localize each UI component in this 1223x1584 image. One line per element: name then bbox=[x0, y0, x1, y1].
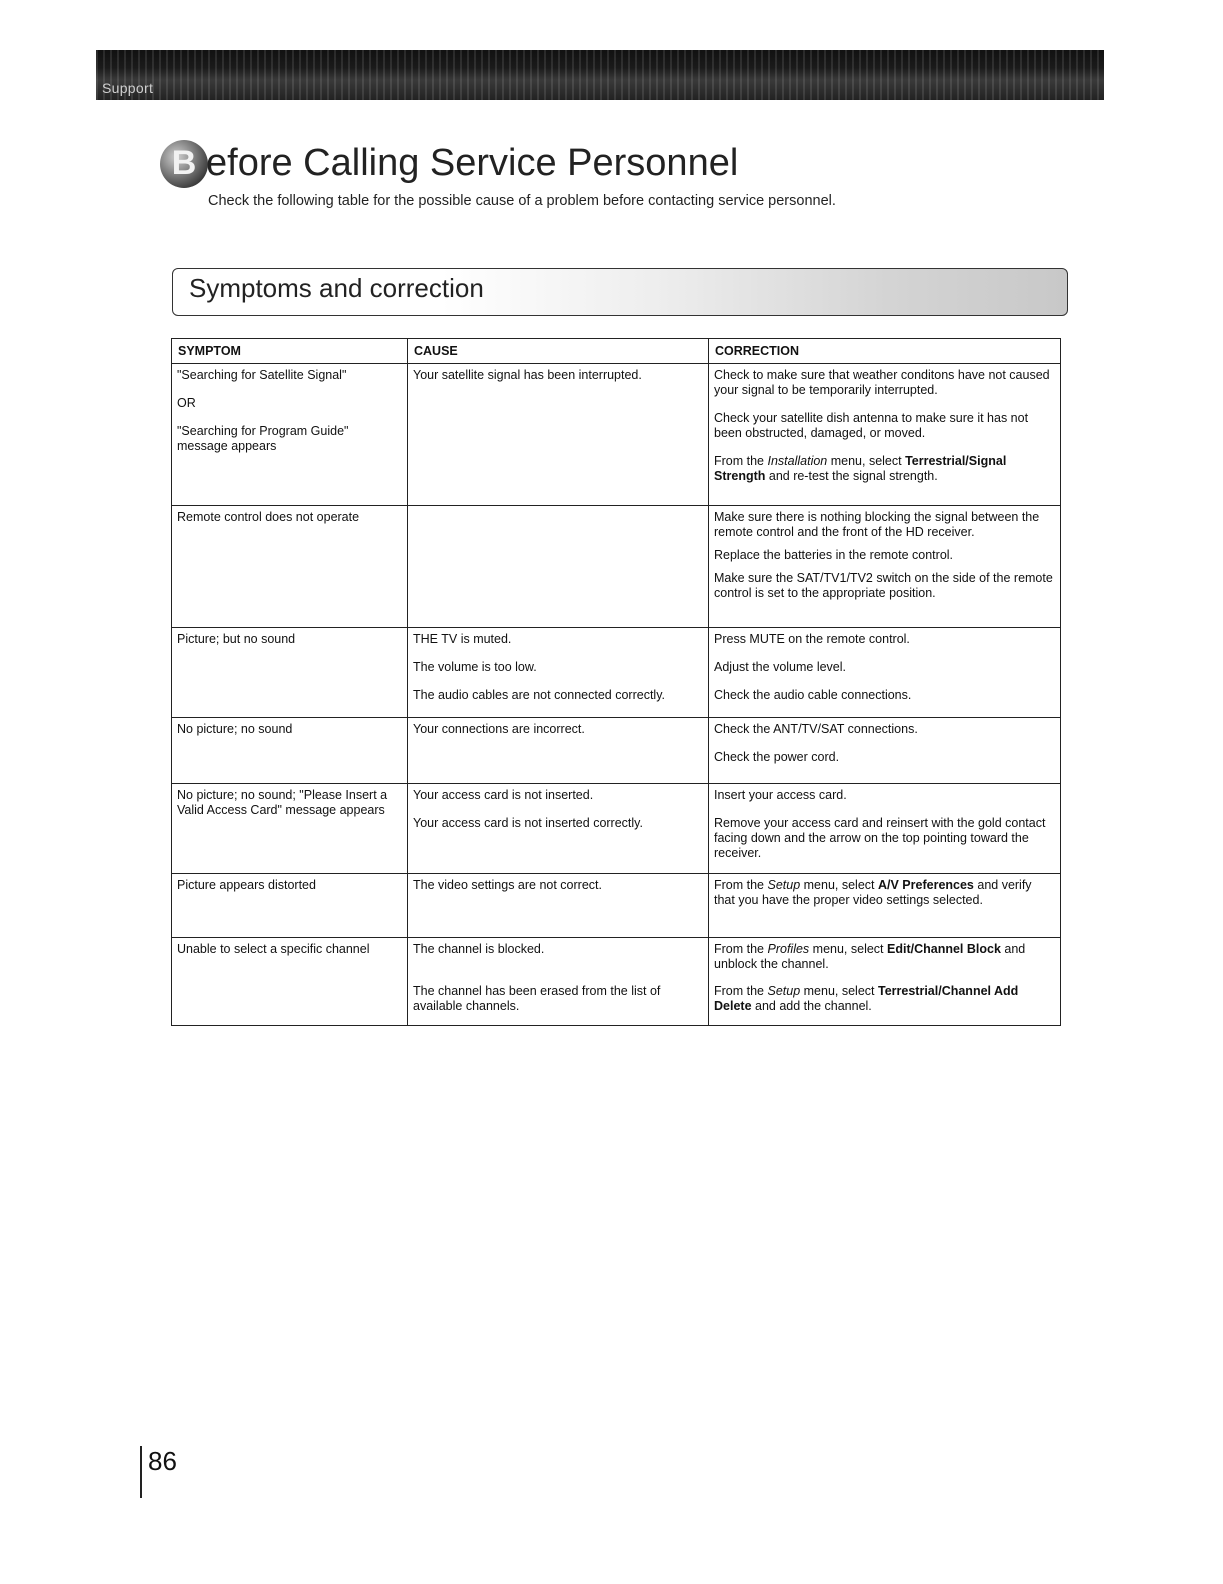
correction-text: Press MUTE on the remote control. bbox=[714, 632, 910, 646]
symptom-cell bbox=[172, 628, 408, 718]
correction-cell bbox=[709, 506, 1061, 628]
symptom-text: "Searching for Satellite Signal" bbox=[177, 368, 347, 382]
correction-text: Check the ANT/TV/SAT connections. bbox=[714, 722, 918, 736]
cause-text: Your satellite signal has been interrupted. bbox=[413, 368, 642, 382]
symptom-cell bbox=[172, 718, 408, 784]
correction-text: Check the power cord. bbox=[714, 750, 840, 764]
cause-text: THE TV is muted. bbox=[413, 632, 512, 646]
title-letter-icon bbox=[160, 140, 208, 188]
symptom-cell bbox=[172, 874, 408, 938]
symptom-cell bbox=[172, 506, 408, 628]
correction-cell bbox=[709, 938, 1061, 1026]
section-header bbox=[172, 268, 1068, 316]
header-correction: CORRECTION bbox=[709, 339, 1061, 364]
symptom-text: "Searching for Program Guide" message appears bbox=[177, 424, 349, 453]
symptom-text: Unable to select a specific channel bbox=[177, 942, 370, 956]
table-row bbox=[172, 784, 1061, 874]
header-cause: CAUSE bbox=[408, 339, 709, 364]
section-title: Symptoms and correction bbox=[189, 273, 484, 303]
table-row bbox=[172, 938, 1061, 1026]
correction-text: From the Profiles menu, select Edit/Channel Block and unblock the channel. bbox=[714, 942, 1026, 971]
page-number: 86 bbox=[148, 1446, 177, 1476]
symptom-text: Picture; but no sound bbox=[177, 632, 296, 646]
cause-cell bbox=[408, 784, 709, 874]
symptom-text: No picture; no sound bbox=[177, 722, 293, 736]
correction-text: From the Setup menu, select A/V Preferences and verify that you have the proper video settings selected. bbox=[714, 878, 1032, 907]
cause-text: Your connections are incorrect. bbox=[413, 722, 585, 736]
page-title-text: efore Calling Service Personnel bbox=[206, 142, 739, 184]
correction-text: Replace the batteries in the remote control. bbox=[714, 548, 954, 562]
correction-text: Make sure the SAT/TV1/TV2 switch on the side of the remote control is set to the appropriate position. bbox=[714, 571, 1053, 600]
correction-cell bbox=[709, 628, 1061, 718]
table-row bbox=[172, 628, 1061, 718]
symptom-cell bbox=[172, 784, 408, 874]
banner-label: Support bbox=[102, 80, 154, 96]
symptom-text: OR bbox=[177, 396, 196, 410]
symptom-text: Picture appears distorted bbox=[177, 878, 316, 892]
correction-text: Make sure there is nothing blocking the signal between the remote control and the front of the HD receiver. bbox=[714, 510, 1040, 539]
cause-cell bbox=[408, 628, 709, 718]
cause-cell bbox=[408, 364, 709, 506]
symptom-cell bbox=[172, 364, 408, 506]
cause-text: The channel is blocked. bbox=[413, 942, 545, 956]
cause-text: The video settings are not correct. bbox=[413, 878, 602, 892]
table-row bbox=[172, 718, 1061, 784]
symptom-text: No picture; no sound; "Please Insert a Valid Access Card" message appears bbox=[177, 788, 388, 817]
cause-text: The channel has been erased from the list of available channels. bbox=[413, 984, 661, 1013]
symptoms-table bbox=[171, 338, 1061, 1026]
cause-cell bbox=[408, 506, 709, 628]
symptom-cell bbox=[172, 938, 408, 1026]
table-header-row bbox=[172, 339, 1061, 364]
table-row bbox=[172, 874, 1061, 938]
page-title bbox=[160, 140, 1060, 188]
symptom-text: Remote control does not operate bbox=[177, 510, 360, 524]
correction-cell bbox=[709, 364, 1061, 506]
cause-text: Your access card is not inserted. bbox=[413, 788, 594, 802]
title-icon-letter: B bbox=[171, 144, 197, 182]
header-banner bbox=[96, 50, 1104, 100]
correction-text: From the Setup menu, select Terrestrial/Channel Add Delete and add the channel. bbox=[714, 984, 1019, 1013]
page-number-rule bbox=[140, 1446, 142, 1498]
correction-cell bbox=[709, 784, 1061, 874]
table-row bbox=[172, 364, 1061, 506]
cause-text: The volume is too low. bbox=[413, 660, 537, 674]
correction-cell bbox=[709, 718, 1061, 784]
correction-text: Adjust the volume level. bbox=[714, 660, 847, 674]
cause-text: Your access card is not inserted correctly. bbox=[413, 816, 643, 830]
cause-cell bbox=[408, 874, 709, 938]
cause-text: The audio cables are not connected correctly. bbox=[413, 688, 665, 702]
header-symptom: SYMPTOM bbox=[172, 339, 408, 364]
correction-text: Check to make sure that weather conditons have not caused your signal to be temporarily interrupted. bbox=[714, 368, 1050, 397]
correction-text: Remove your access card and reinsert with the gold contact facing down and the arrow on the top pointing toward the receiver. bbox=[714, 816, 1046, 860]
correction-text: Check the audio cable connections. bbox=[714, 688, 912, 702]
correction-text: Insert your access card. bbox=[714, 788, 847, 802]
correction-cell bbox=[709, 874, 1061, 938]
table-row bbox=[172, 506, 1061, 628]
page-subtitle: Check the following table for the possible cause of a problem before contacting service personnel. bbox=[208, 193, 836, 209]
cause-cell bbox=[408, 938, 709, 1026]
correction-text: Check your satellite dish antenna to make sure it has not been obstructed, damaged, or moved. bbox=[714, 411, 1029, 440]
correction-text: From the Installation menu, select Terrestrial/Signal Strength and re-test the signal strength. bbox=[714, 454, 1007, 483]
cause-cell bbox=[408, 718, 709, 784]
